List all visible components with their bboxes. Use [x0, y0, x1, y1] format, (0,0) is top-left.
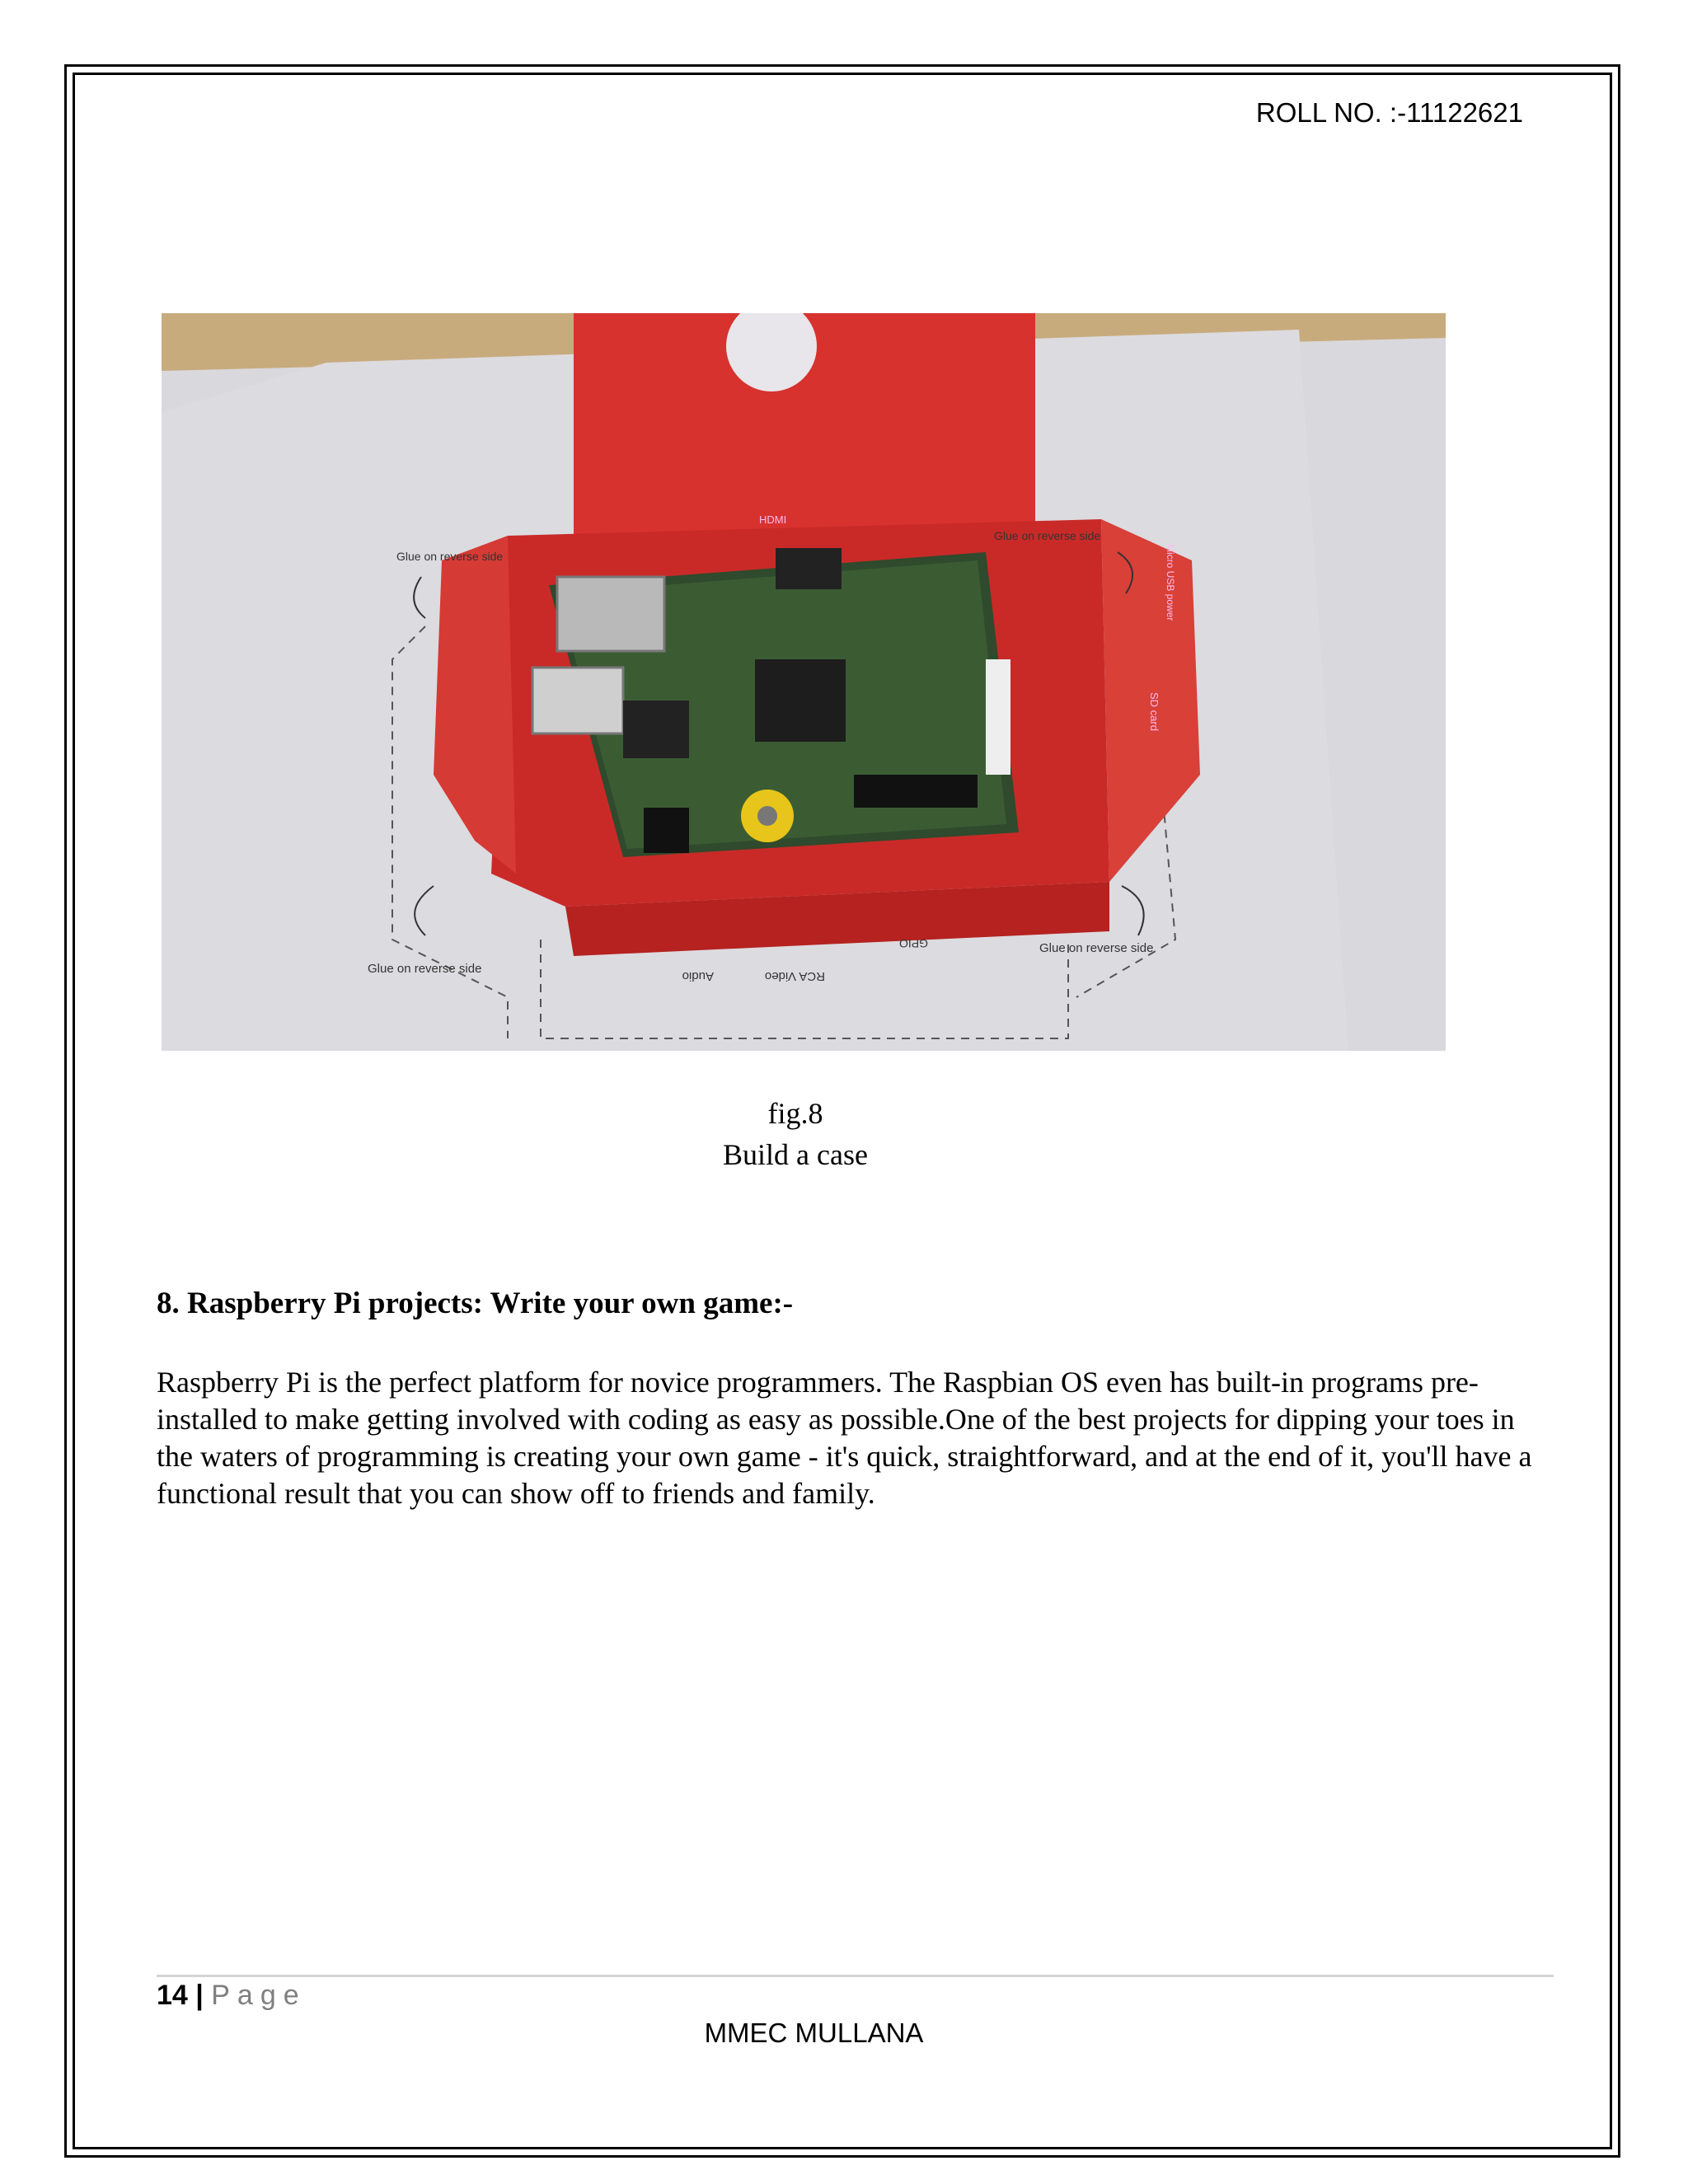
figure-number: fig.8 — [767, 1097, 823, 1130]
gpio-pins — [854, 775, 978, 808]
gpio-label: GPIO — [898, 937, 928, 950]
section-paragraph: Raspberry Pi is the perfect platform for novice programmers. The Raspbian OS even has built-in programs pre-installed to make getting involved with coding as easy as possible.One of the best projects for dipping your toes in the waters of programming is creating your own game - it's quick, straightforward, and at the end of it, you'll have a functional result that you can show off to friends and family. — [157, 1366, 1532, 1510]
hdmi-label: HDMI — [759, 513, 787, 526]
roll-number: ROLL NO. :-11122621 — [1255, 97, 1523, 128]
college-name: MMEC MULLANA — [704, 2018, 924, 2048]
audio-label: Audio — [682, 969, 714, 983]
soc-chip — [755, 659, 846, 742]
glue-label-top-right: Glue on reverse side — [994, 529, 1101, 542]
micro-usb-label: Micro USB power — [1165, 544, 1176, 621]
audio-jack — [644, 808, 689, 853]
sd-card-label: SD card — [1148, 692, 1160, 731]
page-separator: | — [195, 1980, 204, 2011]
usb-port — [532, 668, 623, 733]
rca-video-label: RCA Video — [764, 969, 825, 983]
glue-label-bottom-right: Glue on reverse side — [1039, 941, 1154, 955]
raspberry-pi-case-photo — [162, 313, 1446, 1051]
section-heading: 8. Raspberry Pi projects: Write your own game:- — [157, 1286, 794, 1320]
page-label: Page — [211, 1980, 307, 2011]
page-number-footer — [157, 1980, 307, 2012]
hdmi-port — [776, 548, 842, 589]
glue-label-top-left: Glue on reverse side — [396, 550, 504, 563]
page-number: 14 — [157, 1980, 188, 2011]
figure-image — [162, 313, 1446, 1051]
footer-divider — [157, 1975, 1554, 1977]
glue-label-bottom-left: Glue on reverse side — [368, 962, 482, 976]
ethernet-port — [557, 577, 664, 651]
figure-caption: Build a case — [723, 1138, 868, 1171]
